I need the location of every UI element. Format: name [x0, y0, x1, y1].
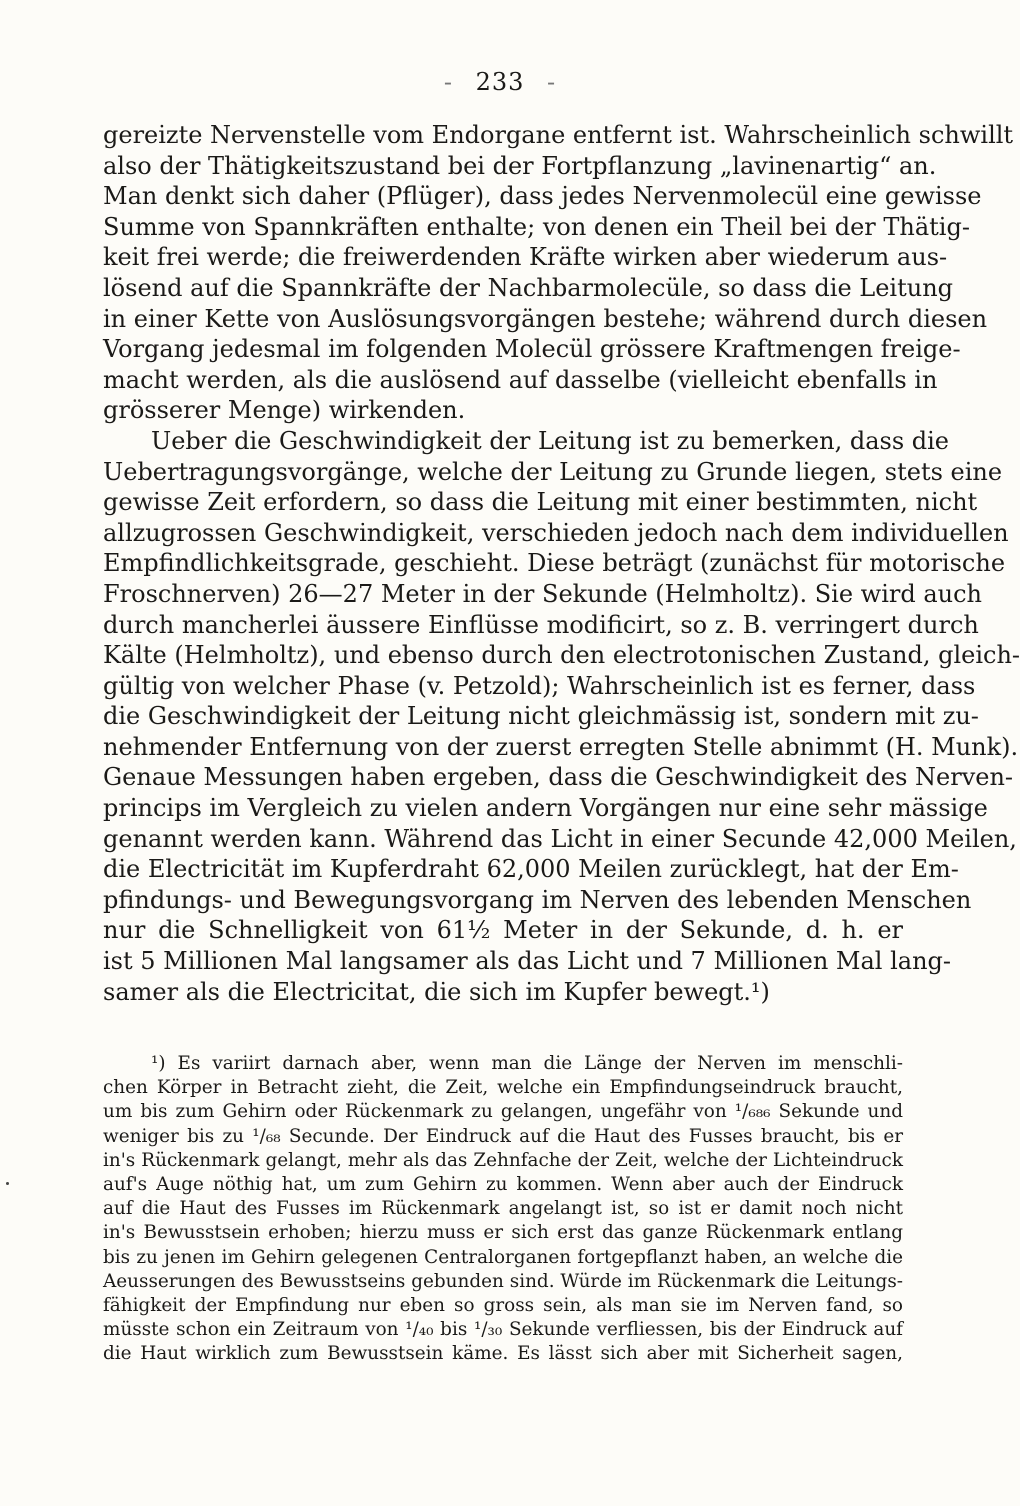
text-line: pfindungs- und Bewegungsvorgang im Nerven des lebenden Menschen: [103, 885, 972, 914]
text-line: Uebertragungsvorgänge, welche der Leitung zu Grunde liegen, stets eine: [103, 457, 1003, 486]
footnote-line: um bis zum Gehirn oder Rückenmark zu gelangen, ungefähr von ¹/₆₈₆ Sekunde und: [103, 1101, 903, 1123]
page-header: [0, 68, 1000, 96]
footnote-line: fähigkeit der Empfindung nur eben so gross sein, als man sie im Nerven fand, so: [103, 1294, 903, 1316]
text-line: Empfindlichkeitsgrade, geschieht. Diese beträgt (zunächst für motorische: [103, 549, 1006, 578]
text-line: nur die Schnelligkeit von 61½ Meter in der Sekunde, d. h. er: [103, 916, 903, 945]
footnote-line: weniger bis zu ¹/₆₈ Secunde. Der Eindruck auf die Haut des Fusses braucht, bis er: [103, 1125, 903, 1147]
text-line: Genaue Messungen haben ergeben, dass die Geschwindigkeit des Nerven-: [103, 763, 1014, 792]
header-dash-left: -: [443, 68, 453, 96]
text-line: princips im Vergleich zu vielen andern Vorgängen nur eine sehr mässige: [103, 794, 988, 823]
text-line: ist 5 Millionen Mal langsamer als das Licht und 7 Millionen Mal lang-: [103, 947, 952, 976]
main-text: [103, 120, 1020, 1007]
text-line: Summe von Spannkräften enthalte; von denen ein Theil bei der Thätig-: [103, 212, 970, 241]
text-line: macht werden, als die auslösend auf dasselbe (vielleicht ebenfalls in: [103, 365, 938, 394]
footnote-line: die Haut wirklich zum Bewusstsein käme. Es lässt sich aber mit Sicherheit sagen,: [103, 1343, 903, 1365]
header-dash-right: -: [547, 68, 557, 96]
footnote: [103, 1052, 903, 1366]
text-line: die Electricität im Kupferdraht 62,000 Meilen zurücklegt, hat der Em-: [103, 855, 959, 884]
footnote-line: bis zu jenen im Gehirn gelegenen Centralorganen fortgepflanzt haben, an welche die: [103, 1246, 903, 1268]
footnote-line: Aeusserungen des Bewusstseins gebunden sind. Würde im Rückenmark die Leitungs-: [103, 1270, 903, 1292]
text-line: also der Thätigkeitszustand bei der Fortpflanzung „lavinenartig“ an.: [103, 151, 937, 180]
page-number: 233: [475, 68, 525, 96]
text-line: Vorgang jedesmal im folgenden Molecül grössere Kraftmengen freige-: [103, 335, 961, 364]
footnote-line: auf die Haut des Fusses im Rückenmark angelangt ist, so ist er damit noch nicht: [103, 1198, 903, 1220]
text-line: gewisse Zeit erfordern, so dass die Leitung mit einer bestimmten, nicht: [103, 488, 978, 517]
text-line: Froschnerven) 26—27 Meter in der Sekunde (Helmholtz). Sie wird auch: [103, 579, 983, 608]
text-line: gereizte Nervenstelle vom Endorgane entfernt ist. Wahrscheinlich schwillt: [103, 121, 1014, 149]
text-line: genannt werden kann. Während das Licht in einer Secunde 42,000 Meilen,: [103, 824, 1017, 853]
footnote-line: in's Rückenmark gelangt, mehr als das Zehnfache der Zeit, welche der Lichteindruck: [103, 1149, 903, 1171]
text-line: durch mancherlei äussere Einflüsse modificirt, so z. B. verringert durch: [103, 610, 979, 639]
paragraph-end-line: grösserer Menge) wirkenden.: [103, 396, 466, 425]
text-line: gültig von welcher Phase (v. Petzold); Wahrscheinlich ist es ferner, dass: [103, 671, 976, 700]
text-line: nehmender Entfernung von der zuerst erregten Stelle abnimmt (H. Munk).: [103, 732, 1019, 761]
footnote-line: müsste schon ein Zeitraum von ¹/₄₀ bis ¹/₃₀ Sekunde verfliessen, bis der Eindruck auf: [103, 1319, 903, 1341]
text-line: die Geschwindigkeit der Leitung nicht gleichmässig ist, sondern mit zu-: [103, 702, 979, 731]
text-line: Kälte (Helmholtz), und ebenso durch den electrotonischen Zustand, gleich-: [103, 641, 1020, 670]
text-line: keit frei werde; die freiwerdenden Kräfte wirken aber wiederum aus-: [103, 243, 948, 272]
footnote-line: ¹) Es variirt darnach aber, wenn man die Länge der Nerven im menschli-: [151, 1053, 903, 1074]
footnote-line: auf's Auge nöthig hat, um zum Gehirn zu kommen. Wenn aber auch der Eindruck: [103, 1173, 903, 1195]
text-line: in einer Kette von Auslösungsvorgängen bestehe; während durch diesen: [103, 304, 988, 333]
text-line: lösend auf die Spannkräfte der Nachbarmolecüle, so dass die Leitung: [103, 273, 954, 302]
text-line: Man denkt sich daher (Pflüger), dass jedes Nervenmolecül eine gewisse: [103, 182, 982, 211]
paragraph-end-line: samer als die Electricitat, die sich im Kupfer bewegt.¹): [103, 977, 770, 1006]
text-line: allzugrossen Geschwindigkeit, verschieden jedoch nach dem individuellen: [103, 518, 1009, 547]
footnote-line: in's Bewusstsein erhoben; hierzu muss er sich erst das ganze Rückenmark entlang: [103, 1222, 903, 1244]
footnote-line: chen Körper in Betracht zieht, die Zeit, welche ein Empfindungseindruck braucht,: [103, 1077, 903, 1099]
scan-speck: [6, 1182, 9, 1185]
paragraph-start-line: Ueber die Geschwindigkeit der Leitung ist zu bemerken, dass die: [151, 426, 949, 455]
